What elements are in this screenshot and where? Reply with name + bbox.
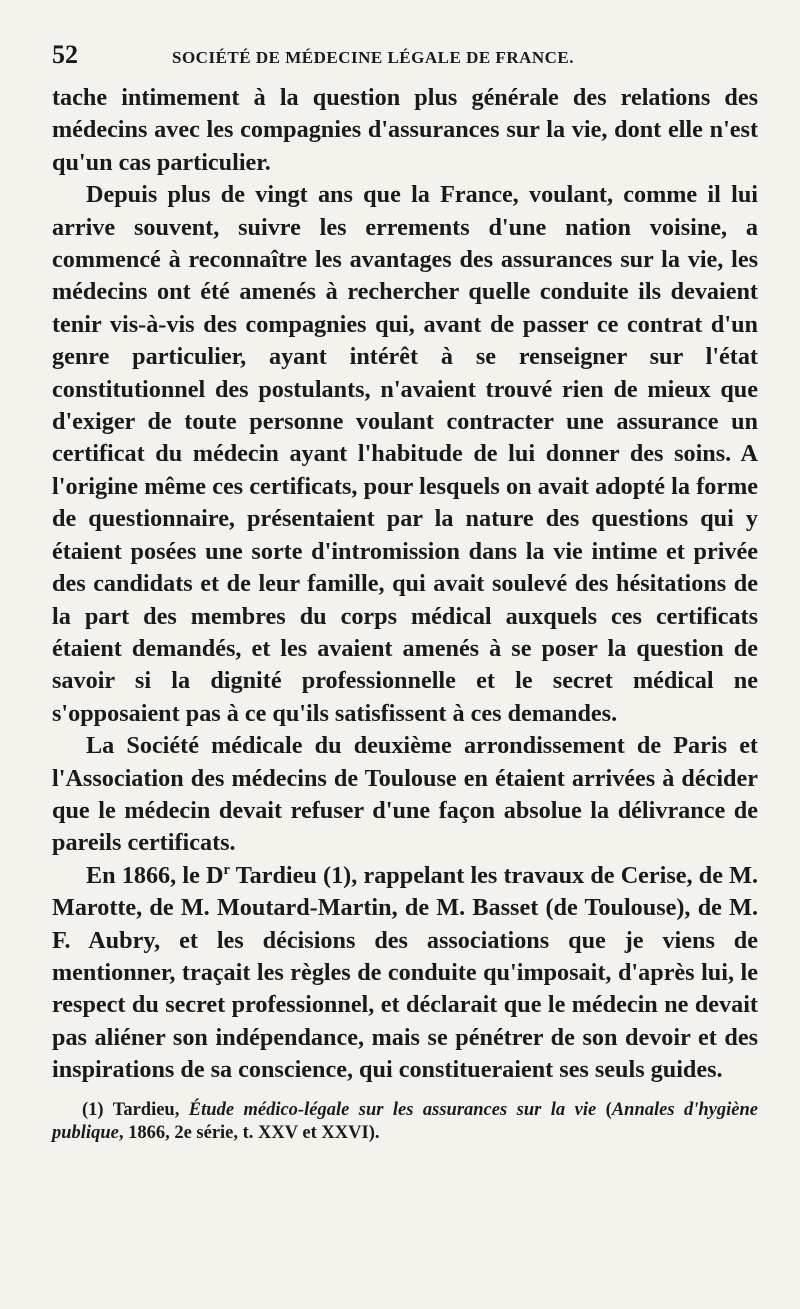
- paragraph: Depuis plus de vingt ans que la France, voulant, comme il lui arrive souvent, suivre les errements d'une nation voisine, a commencé à reconnaître les avantages des assurances sur la vie, les médecins ont été amenés à rechercher quelle conduite ils devaient tenir vis-à-vis des compagnies qui, avant de passer ce contrat d'un genre particulier, ayant intérêt à se renseigner sur l'état constitutionnel des postulants, n'avaient trouvé rien de mieux que d'exiger de toute personne voulant contracter une assurance un certificat du médecin ayant l'habitude de lui donner des soins. A l'origine même ces certificats, pour lesquels on avait adopté la forme de questionnaire, présentaient par la nature des questions qui y étaient posées une sorte d'intromission dans la vie intime et privée des candidats et de leur famille, qui avait soulevé des hésitations de la part des membres du corps médical auxquels ces certificats étaient demandés, et les avaient amenés à se poser la question de savoir si la dignité professionnelle et le secret médical ne s'opposaient pas à ce qu'ils satisfissent à ces demandes.: [52, 181, 758, 727]
- paragraph: [52, 860, 758, 1087]
- paragraph-text: En 1866, le D: [86, 861, 224, 889]
- page-header: [52, 40, 758, 76]
- footnote-journal: Annales d'hygiène publique: [52, 1099, 758, 1143]
- body-text: [52, 82, 758, 1087]
- footnote-text: (: [596, 1099, 612, 1120]
- footnote: [52, 1099, 758, 1145]
- superscript: r: [223, 861, 230, 878]
- page-number: 52: [52, 40, 78, 69]
- paragraph: La Société médicale du deuxième arrondissement de Paris et l'Association des médecins de Toulouse en étaient arrivées à décider que le médecin devait refuser d'une façon absolue la délivrance de pareils certificats.: [52, 732, 758, 857]
- running-title: SOCIÉTÉ DE MÉDECINE LÉGALE DE FRANCE.: [172, 48, 575, 67]
- footnote-title: Étude médico-légale sur les assurances sur la vie: [188, 1099, 597, 1120]
- footnote-text: , 1866, 2e série, t. XXV et XXVI).: [118, 1122, 380, 1143]
- paragraph-text: Tardieu (1), rappelant les travaux de Cerise, de M. Marotte, de M. Moutard-Martin, de M. Basset (de Toulouse), de M. F. Aubry, et les décisions des associations que je viens de mentionner, traçait les règles de conduite qu'imposait, d'après lui, le respect du secret professionnel, et déclarait que le médecin ne devait pas aliéner son indépendance, mais se pénétrer de son devoir et des inspirations de sa conscience, qui constitueraient ses seuls guides.: [52, 861, 758, 1084]
- paragraph-continued: tache intimement à la question plus générale des relations des médecins avec les compagnies d'assurances sur la vie, dont elle n'est qu'un cas particulier.: [52, 84, 758, 176]
- footnote-marker: (1) Tardieu,: [82, 1099, 189, 1120]
